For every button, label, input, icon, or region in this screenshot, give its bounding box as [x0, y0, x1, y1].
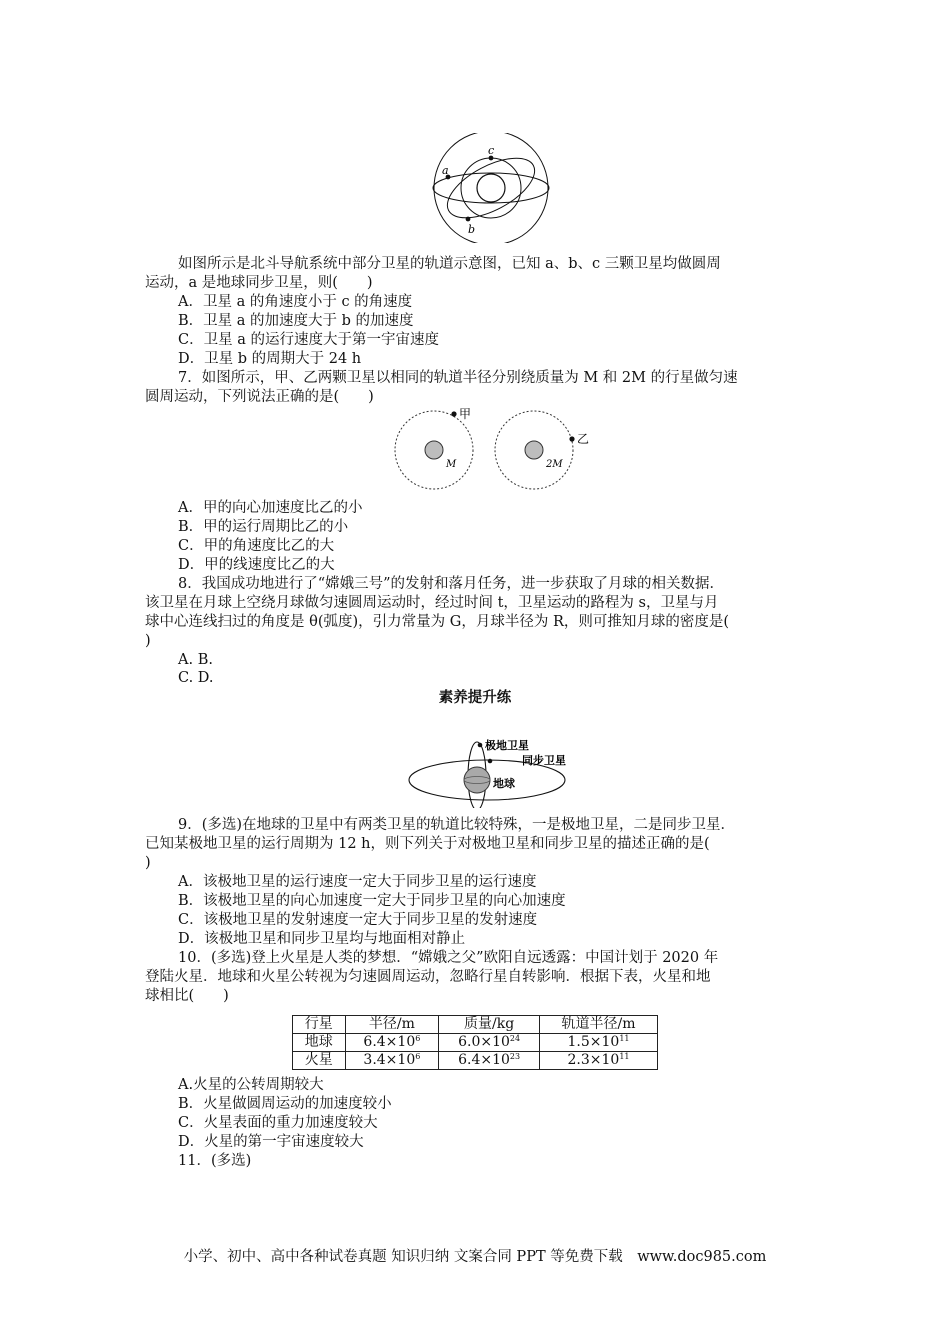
label-c: c — [488, 144, 495, 157]
q7-option-d: D．甲的线速度比乙的大 — [178, 557, 335, 573]
q9-option-b: B．该极地卫星的向心加速度一定大于同步卫星的向心加速度 — [178, 893, 566, 909]
q9-option-a: A．该极地卫星的运行速度一定大于同步卫星的运行速度 — [178, 874, 537, 890]
table-cell-mass: $6.4\times 10^{23}$ — [439, 1052, 540, 1070]
q11-stem: 11．(多选) — [178, 1153, 252, 1169]
label-geo: 同步卫星 — [522, 754, 566, 767]
satellite-yi — [569, 436, 574, 441]
figure-two-planets — [362, 405, 602, 495]
q7-option-a: A．甲的向心加速度比乙的小 — [178, 500, 363, 516]
q9-stem-line2: 已知某极地卫星的运行周期为 12 h，则下列关于对极地卫星和同步卫星的描述正确的是( — [145, 836, 710, 852]
label-m: M — [446, 459, 457, 470]
table-row — [293, 1034, 658, 1052]
q10-option-c: C．火星表面的重力加速度较大 — [178, 1115, 378, 1131]
q7-stem-line1: 7．如图所示，甲、乙两颗卫星以相同的轨道半径分别绕质量为 M 和 2M 的行星做匀速 — [178, 370, 738, 386]
satellite-jia — [451, 411, 456, 416]
table-cell-orbit: $2.3\times 10^{11}$ — [540, 1052, 658, 1070]
q6-stem-line2: 运动，a 是地球同步卫星，则( ) — [145, 275, 373, 291]
table-cell-radius: $6.4\times 10^6$ — [345, 1034, 439, 1052]
table-cell-name: 火星 — [293, 1052, 346, 1070]
q7-option-c: C．甲的角速度比乙的大 — [178, 538, 335, 554]
q6-option-d: D．卫星 b 的周期大于 24 h — [178, 351, 362, 367]
q6-stem-line1: 如图所示是北斗导航系统中部分卫星的轨道示意图，已知 a、b、c 三颗卫星均做圆周 — [178, 256, 721, 272]
q9-stem-line3: ) — [145, 855, 151, 871]
planet-2m — [525, 441, 543, 459]
q9-stem-line1: 9．(多选)在地球的卫星中有两类卫星的轨道比较特殊，一是极地卫星，二是同步卫星． — [178, 817, 736, 833]
table-header: 质量/kg — [439, 1016, 540, 1034]
section-title: 素养提升练 — [438, 690, 512, 706]
satellite-b — [466, 217, 471, 222]
page-footer: 小学、初中、高中各种试卷真题 知识归纳 文案合同 PPT 等免费下载 www.doc985.com — [183, 1249, 767, 1265]
table-row — [293, 1052, 658, 1070]
q7-stem-line2: 圆周运动，下列说法正确的是( ) — [145, 389, 374, 405]
table-header-row — [293, 1016, 658, 1034]
figure-satellite-orbits — [428, 133, 558, 243]
earth-sphere — [464, 767, 490, 793]
label-yi: 乙 — [577, 432, 590, 446]
table-header: 轨道半径/m — [540, 1016, 658, 1034]
table-cell-orbit: $1.5\times 10^{11}$ — [540, 1034, 658, 1052]
q10-option-a: A.火星的公转周期较大 — [178, 1077, 324, 1093]
q6-option-c: C．卫星 a 的运行速度大于第一宇宙速度 — [178, 332, 439, 348]
q10-option-b: B．火星做圆周运动的加速度较小 — [178, 1096, 392, 1112]
q6-option-b: B．卫星 a 的加速度大于 b 的加速度 — [178, 313, 414, 329]
q10-stem-line2: 登陆火星．地球和火星公转视为匀速圆周运动，忽略行星自转影响．根据下表，火星和地 — [145, 969, 711, 985]
table-cell-name: 地球 — [293, 1034, 346, 1052]
q8-options-ab: A. B. — [178, 652, 213, 668]
table-cell-mass: $6.0\times 10^{24}$ — [439, 1034, 540, 1052]
table-header: 半径/m — [345, 1016, 439, 1034]
q10-option-d: D．火星的第一宇宙速度较大 — [178, 1134, 364, 1150]
label-2m: 2M — [546, 459, 563, 470]
q9-option-d: D．该极地卫星和同步卫星均与地面相对静止 — [178, 931, 466, 947]
label-earth: 地球 — [493, 777, 515, 790]
q8-stem-line3: 球中心连线扫过的角度是 θ(弧度)，引力常量为 G，月球半径为 R，则可推知月球的密度是( — [145, 614, 730, 630]
table-header: 行星 — [293, 1016, 346, 1034]
figure-polar-geo-orbits — [405, 736, 585, 808]
label-a: a — [442, 164, 449, 177]
q8-stem-line2: 该卫星在月球上空绕月球做匀速圆周运动时，经过时间 t，卫星运动的路程为 s，卫星与月 — [145, 595, 719, 611]
label-polar: 极地卫星 — [485, 739, 529, 752]
q8-stem-line4: ) — [145, 633, 151, 649]
table-cell-radius: $3.4\times 10^6$ — [345, 1052, 439, 1070]
earth — [477, 174, 505, 202]
q10-stem-line1: 10．(多选)登上火星是人类的梦想．“嫦娥之父”欧阳自远透露：中国计划于 2020 年 — [178, 950, 719, 966]
planet-m — [425, 441, 443, 459]
q10-stem-line3: 球相比( ) — [145, 988, 229, 1004]
geo-satellite — [488, 759, 493, 764]
label-jia: 甲 — [459, 407, 472, 421]
q7-option-b: B．甲的运行周期比乙的小 — [178, 519, 349, 535]
planet-data-table — [292, 1015, 658, 1070]
q8-options-cd: C. D. — [178, 670, 214, 686]
q6-option-a: A．卫星 a 的角速度小于 c 的角速度 — [178, 294, 413, 310]
polar-satellite — [478, 743, 483, 748]
q9-option-c: C．该极地卫星的发射速度一定大于同步卫星的发射速度 — [178, 912, 538, 928]
label-b: b — [468, 223, 476, 236]
q8-stem-line1: 8．我国成功地进行了“嫦娥三号”的发射和落月任务，进一步获取了月球的相关数据． — [178, 576, 725, 592]
